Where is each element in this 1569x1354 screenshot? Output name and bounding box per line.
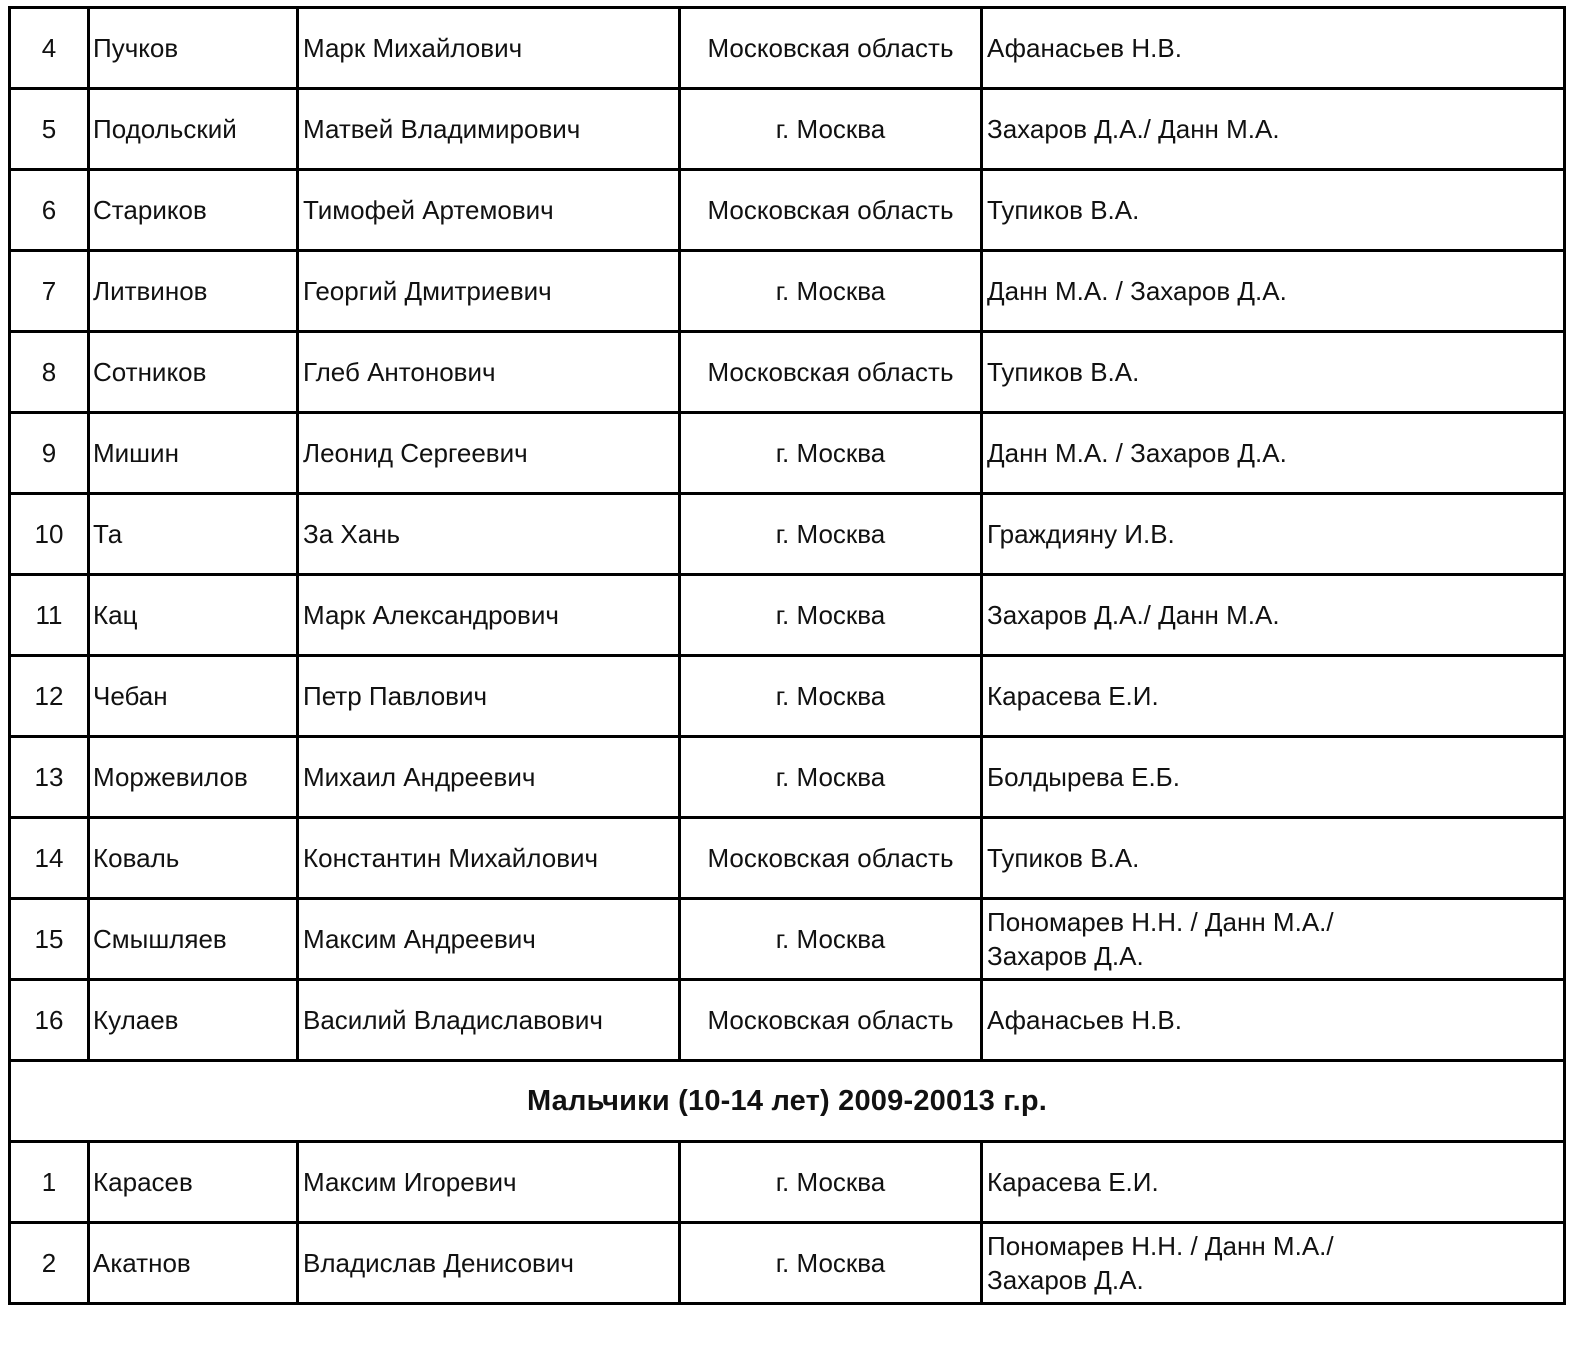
first-name: Василий Владиславович	[298, 980, 680, 1061]
row-number: 5	[10, 89, 89, 170]
first-name: Тимофей Артемович	[298, 170, 680, 251]
coach	[982, 980, 1565, 1061]
coach-name-line: Афанасьев Н.В.	[987, 33, 1182, 63]
first-name: Владислав Денисович	[298, 1223, 680, 1304]
coach-name-line: Тупиков В.А.	[987, 195, 1140, 225]
last-name: Сотников	[89, 332, 298, 413]
first-name: Константин Михайлович	[298, 818, 680, 899]
region: Московская область	[680, 8, 982, 89]
row-number: 15	[10, 899, 89, 980]
region: г. Москва	[680, 89, 982, 170]
participants-table	[8, 6, 1566, 1305]
coach	[982, 575, 1565, 656]
results-sheet	[8, 6, 1563, 1305]
last-name: Кац	[89, 575, 298, 656]
coach	[982, 737, 1565, 818]
last-name: Моржевилов	[89, 737, 298, 818]
coach-name-line: Захаров Д.А./ Данн М.А.	[987, 114, 1280, 144]
first-name: Петр Павлович	[298, 656, 680, 737]
coach	[982, 899, 1565, 980]
row-number: 8	[10, 332, 89, 413]
coach	[982, 8, 1565, 89]
last-name: Коваль	[89, 818, 298, 899]
region: г. Москва	[680, 413, 982, 494]
table-row	[10, 737, 1565, 818]
coach-name-line: Граждияну И.В.	[987, 519, 1175, 549]
last-name: Та	[89, 494, 298, 575]
coach	[982, 413, 1565, 494]
coach	[982, 170, 1565, 251]
coach-name-line: Данн М.А. / Захаров Д.А.	[987, 276, 1287, 306]
first-name: Глеб Антонович	[298, 332, 680, 413]
table-row	[10, 1142, 1565, 1223]
table-row	[10, 1223, 1565, 1304]
coach-name-line: Болдырева Е.Б.	[987, 762, 1180, 792]
last-name: Литвинов	[89, 251, 298, 332]
last-name: Подольский	[89, 89, 298, 170]
row-number: 9	[10, 413, 89, 494]
row-number: 16	[10, 980, 89, 1061]
row-number: 6	[10, 170, 89, 251]
table-row	[10, 8, 1565, 89]
region: г. Москва	[680, 656, 982, 737]
coach-name-line: Тупиков В.А.	[987, 843, 1140, 873]
participants-table-body	[10, 8, 1565, 1304]
coach	[982, 494, 1565, 575]
row-number: 7	[10, 251, 89, 332]
first-name: Георгий Дмитриевич	[298, 251, 680, 332]
first-name: Максим Игоревич	[298, 1142, 680, 1223]
section-title: Мальчики (10-14 лет) 2009-20013 г.р.	[10, 1061, 1565, 1142]
table-row	[10, 413, 1565, 494]
first-name: Михаил Андреевич	[298, 737, 680, 818]
region: г. Москва	[680, 1142, 982, 1223]
coach	[982, 89, 1565, 170]
first-name: Марк Александрович	[298, 575, 680, 656]
table-row	[10, 575, 1565, 656]
coach-name-line: Афанасьев Н.В.	[987, 1005, 1182, 1035]
coach	[982, 656, 1565, 737]
first-name: Леонид Сергеевич	[298, 413, 680, 494]
row-number: 4	[10, 8, 89, 89]
coach-name-line: Захаров Д.А.	[987, 941, 1144, 971]
last-name: Чебан	[89, 656, 298, 737]
last-name: Карасев	[89, 1142, 298, 1223]
region: г. Москва	[680, 899, 982, 980]
last-name: Акатнов	[89, 1223, 298, 1304]
table-row	[10, 899, 1565, 980]
region: г. Москва	[680, 737, 982, 818]
region: Московская область	[680, 980, 982, 1061]
row-number: 14	[10, 818, 89, 899]
row-number: 11	[10, 575, 89, 656]
table-row	[10, 332, 1565, 413]
first-name: Марк Михайлович	[298, 8, 680, 89]
row-number: 1	[10, 1142, 89, 1223]
row-number: 13	[10, 737, 89, 818]
first-name: Матвей Владимирович	[298, 89, 680, 170]
region: Московская область	[680, 170, 982, 251]
first-name: За Хань	[298, 494, 680, 575]
coach-name-line: Пономарев Н.Н. / Данн М.А./	[987, 907, 1334, 937]
table-row	[10, 170, 1565, 251]
coach	[982, 251, 1565, 332]
row-number: 12	[10, 656, 89, 737]
table-row	[10, 656, 1565, 737]
section-header-row	[10, 1061, 1565, 1142]
coach	[982, 818, 1565, 899]
last-name: Кулаев	[89, 980, 298, 1061]
region: г. Москва	[680, 494, 982, 575]
table-row	[10, 494, 1565, 575]
last-name: Мишин	[89, 413, 298, 494]
coach	[982, 1142, 1565, 1223]
row-number: 2	[10, 1223, 89, 1304]
table-row	[10, 89, 1565, 170]
first-name: Максим Андреевич	[298, 899, 680, 980]
row-number: 10	[10, 494, 89, 575]
last-name: Стариков	[89, 170, 298, 251]
coach-name-line: Карасева Е.И.	[987, 681, 1159, 711]
last-name: Смышляев	[89, 899, 298, 980]
coach-name-line: Захаров Д.А.	[987, 1265, 1144, 1295]
table-row	[10, 818, 1565, 899]
region: г. Москва	[680, 575, 982, 656]
coach	[982, 332, 1565, 413]
coach-name-line: Пономарев Н.Н. / Данн М.А./	[987, 1231, 1334, 1261]
region: Московская область	[680, 332, 982, 413]
coach-name-line: Захаров Д.А./ Данн М.А.	[987, 600, 1280, 630]
region: г. Москва	[680, 1223, 982, 1304]
table-row	[10, 251, 1565, 332]
region: г. Москва	[680, 251, 982, 332]
coach-name-line: Данн М.А. / Захаров Д.А.	[987, 438, 1287, 468]
coach-name-line: Карасева Е.И.	[987, 1167, 1159, 1197]
table-row	[10, 980, 1565, 1061]
last-name: Пучков	[89, 8, 298, 89]
coach-name-line: Тупиков В.А.	[987, 357, 1140, 387]
region: Московская область	[680, 818, 982, 899]
coach	[982, 1223, 1565, 1304]
